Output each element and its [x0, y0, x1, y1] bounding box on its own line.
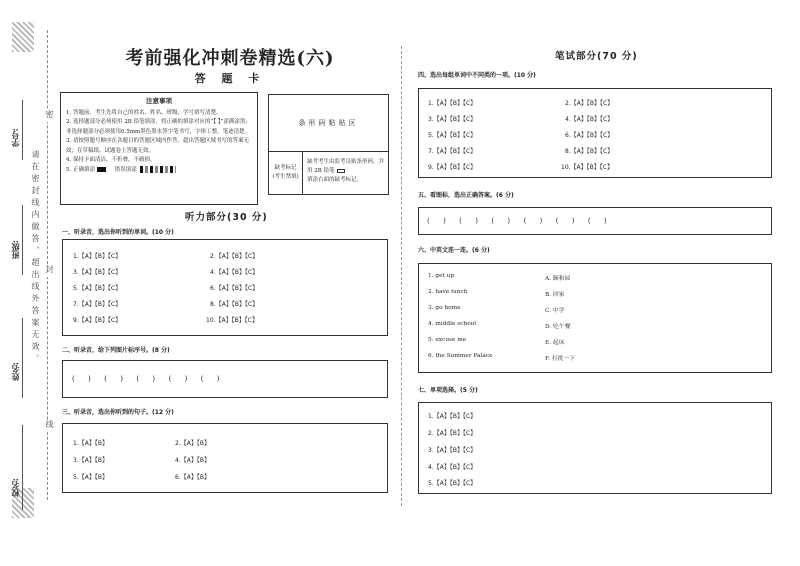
answer-option-row[interactable]: 9.【A】【B】【C】: [428, 164, 477, 171]
answer-option-row[interactable]: 2.【A】【B】【C】: [428, 430, 477, 437]
answer-option-row[interactable]: 1.【A】【B】【C】: [73, 253, 122, 260]
absent-label-cell: [269, 152, 303, 194]
school-field[interactable]: [22, 425, 23, 510]
correct-fill-sample: [97, 167, 106, 172]
answer-option-row[interactable]: 6.【A】【B】: [175, 474, 210, 481]
match-right-item[interactable]: B. 回家: [545, 292, 565, 298]
exam-title: 考前强化冲刺卷精选(六): [125, 48, 335, 69]
absent-sublabel: (考生禁填): [272, 174, 299, 180]
section-1-title: 一、听录音，选出你听到的单词。(10 分): [62, 229, 174, 236]
match-left-item[interactable]: 6. the Summer Palace: [428, 353, 493, 359]
student-id-field[interactable]: [22, 100, 23, 160]
absent-mark-checkbox[interactable]: [337, 169, 345, 173]
notice-heading: 注意事项: [146, 97, 172, 105]
answer-option-row[interactable]: 4.【A】【B】【C】: [210, 269, 259, 276]
absent-text: 缺考考生由监考员贴条形码，并用 2B 铅笔: [307, 159, 385, 174]
match-right-item[interactable]: D. 吃午餐: [545, 324, 571, 330]
answer-option-row[interactable]: 7.【A】【B】【C】: [428, 148, 477, 155]
answer-option-row[interactable]: 5.【A】【B】: [73, 474, 108, 481]
answer-option-row[interactable]: 6.【A】【B】【C】: [210, 285, 259, 292]
match-right-item[interactable]: F. 打扰一下: [545, 356, 575, 362]
notice-item: 4. 保持卡面清洁，不折叠，不破损。: [66, 157, 156, 163]
name-field[interactable]: [22, 318, 23, 398]
answer-option-row[interactable]: 4.【A】【B】【C】: [428, 464, 477, 471]
answer-option-row[interactable]: 3.【A】【B】: [73, 457, 108, 464]
barcode-area: [268, 94, 389, 152]
class-field[interactable]: [22, 205, 23, 275]
answer-parens[interactable]: ( ) ( ) ( ) ( ) ( ): [72, 375, 220, 383]
barcode-label: 条形码粘贴区: [298, 119, 359, 127]
section-6-title: 六、中英文连一连。(6 分): [418, 247, 490, 254]
match-right-item[interactable]: C. 中学: [545, 308, 565, 314]
answer-option-row[interactable]: 1.【A】【B】【C】: [428, 413, 477, 420]
seal-char-xian: 线: [45, 420, 54, 432]
wrong-fill-sample: [140, 166, 176, 173]
class-label: 班级:: [11, 240, 20, 260]
answer-option-row[interactable]: 2.【A】【B】【C】: [210, 253, 259, 260]
name-label: 姓名:: [11, 362, 20, 382]
seal-char-mi: 密: [45, 110, 54, 122]
correct-fill-label: 5. 正确填涂: [66, 166, 95, 173]
absent-text-2: 填涂右面的缺考标记。: [307, 177, 363, 183]
answer-option-row[interactable]: 5.【A】【B】【C】: [73, 285, 122, 292]
binding-pattern-top: [12, 22, 34, 52]
answer-option-row[interactable]: 4.【A】【B】【C】: [565, 116, 614, 123]
answer-option-row[interactable]: 3.【A】【B】【C】: [428, 116, 477, 123]
match-left-item[interactable]: 5. excuse me: [428, 337, 467, 343]
answer-option-row[interactable]: 6.【A】【B】【C】: [565, 132, 614, 139]
notice-box: [60, 92, 258, 205]
absent-mark-box: [268, 152, 389, 195]
absent-label: 缺考标记: [274, 165, 297, 171]
answer-option-row[interactable]: 5.【A】【B】【C】: [428, 132, 477, 139]
section-4-title: 四、选出每组单词中不同类的一项。(10 分): [418, 72, 536, 79]
answer-option-row[interactable]: 7.【A】【B】【C】: [73, 301, 122, 308]
section-2-title: 二、听录音，给下列图片标序号。(8 分): [62, 347, 170, 354]
notice-item: 3. 请按照题号顺序在各题目的答题区域内作答，超出答题区域书写的答案无效；在草稿纸、试题卷上答题无效。: [66, 138, 249, 154]
answer-parens[interactable]: ( ) ( ) ( ) ( ) ( ) ( ): [427, 217, 607, 225]
listening-part-title: 听力部分(30 分): [185, 212, 268, 223]
answer-option-row[interactable]: 4.【A】【B】: [175, 457, 210, 464]
written-part-title: 笔试部分(70 分): [555, 51, 638, 62]
absent-instruction: [303, 152, 388, 194]
fill-example: [66, 166, 252, 176]
match-left-item[interactable]: 1. get up: [428, 273, 455, 279]
school-label: 校名:: [11, 478, 20, 498]
answer-option-row[interactable]: 2.【A】【B】【C】: [565, 100, 614, 107]
section-7-title: 七、单项选择。(5 分): [418, 387, 478, 394]
match-right-item[interactable]: E. 起床: [545, 340, 565, 346]
answer-option-row[interactable]: 9.【A】【B】【C】: [73, 317, 122, 324]
answer-option-row[interactable]: 10.【A】【B】【C】: [206, 317, 258, 324]
answer-option-row[interactable]: 10.【A】【B】【C】: [561, 164, 613, 171]
seal-char-feng: 封: [45, 265, 54, 277]
answer-option-row[interactable]: 3.【A】【B】【C】: [428, 447, 477, 454]
match-left-item[interactable]: 2. have lunch: [428, 289, 468, 295]
answer-option-row[interactable]: 8.【A】【B】【C】: [210, 301, 259, 308]
match-left-item[interactable]: 3. go home: [428, 305, 461, 311]
seal-notice-vertical: 请在密封线内做答，超出线外答案无效。: [31, 150, 40, 366]
answer-option-row[interactable]: 2.【A】【B】: [175, 440, 210, 447]
page-divider: [401, 46, 402, 506]
answer-option-row[interactable]: 1.【A】【B】: [73, 440, 108, 447]
section-3-box: [62, 423, 388, 493]
answer-option-row[interactable]: 8.【A】【B】【C】: [565, 148, 614, 155]
notice-item: 2. 选择题部分必须使用 2B 铅笔填涂，将正确的填涂对应的“【 】”涂满涂黑；非选择题部分必须使用0.5mm黑色墨水签字笔书写，字体工整、笔迹清楚。: [66, 119, 251, 135]
section-5-title: 五、看图标，选出正确答案。(6 分): [418, 192, 514, 199]
notice-item: 1. 答题前，考生先将自己的姓名、姓名、班级，学号填写清楚。: [66, 109, 222, 116]
match-left-item[interactable]: 4. middle school: [428, 321, 477, 327]
match-right-item[interactable]: A. 颐和园: [545, 276, 571, 282]
student-id-label: 学号:: [11, 128, 20, 148]
section-3-title: 三、听录音，选出你听到的句子。(12 分): [62, 409, 174, 416]
answer-option-row[interactable]: 1.【A】【B】【C】: [428, 100, 477, 107]
wrong-fill-label: 错误填涂: [114, 166, 137, 173]
answer-card-title: 答 题 卡: [194, 72, 266, 85]
answer-option-row[interactable]: 3.【A】【B】【C】: [73, 269, 122, 276]
answer-option-row[interactable]: 5.【A】【B】【C】: [428, 480, 477, 487]
